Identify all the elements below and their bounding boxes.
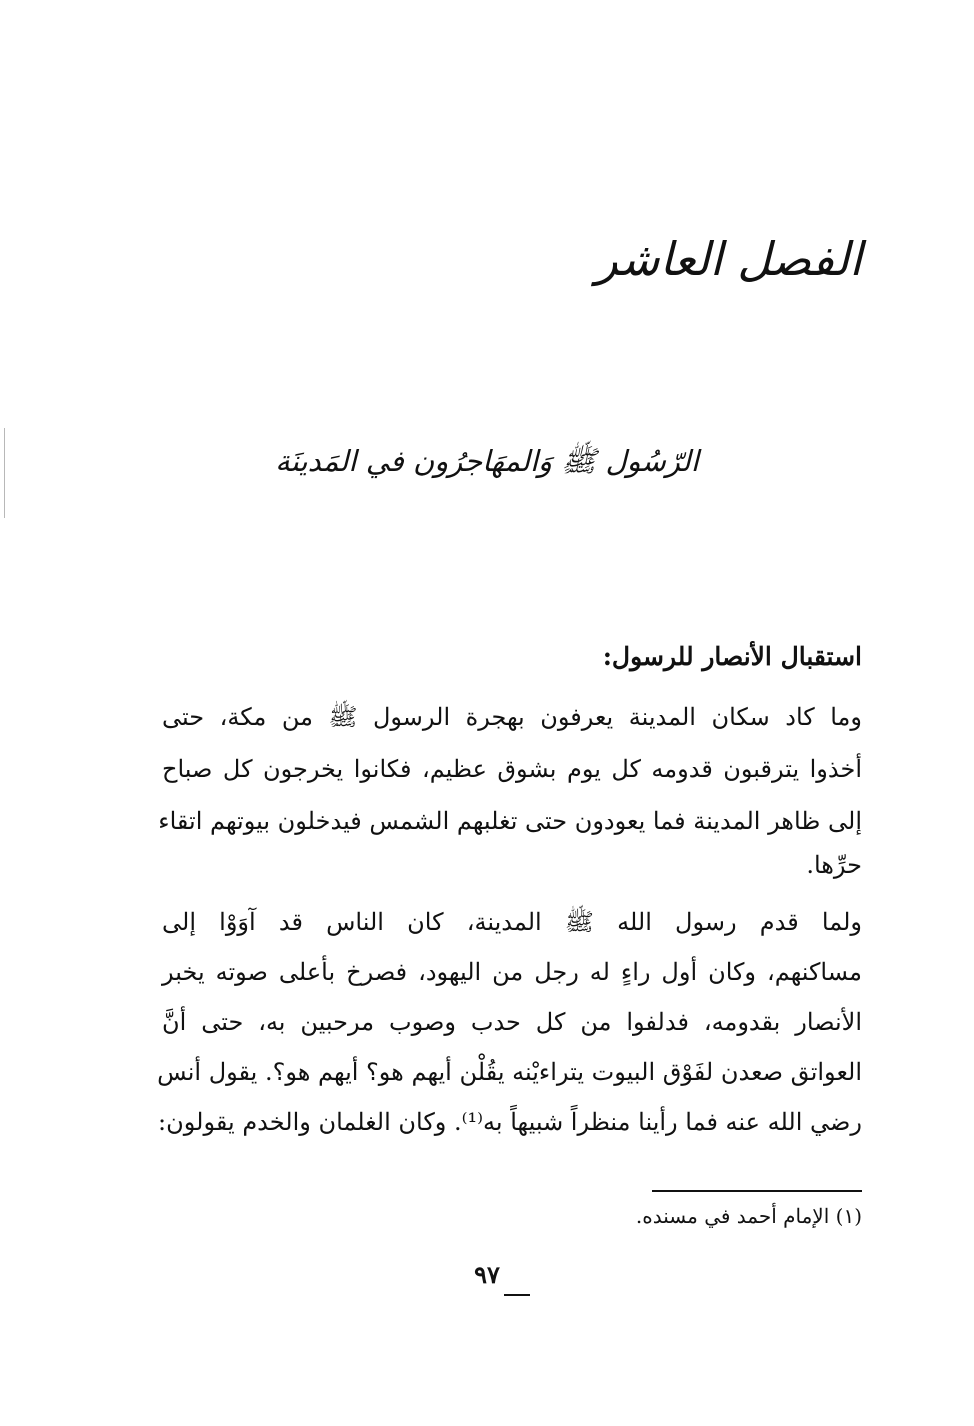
footnote-separator bbox=[652, 1190, 862, 1192]
paragraph-1-line: أخذوا يترقبون قدومه كل يوم بشوق عظيم، فكانوا يخرجون كل صباح bbox=[162, 755, 862, 783]
paragraph-2-line: العواتق صعدن لفَوْق البيوت يتراءيْنه يقُلْن أيهم هو؟ أيهم هو؟. يقول أنس bbox=[157, 1058, 862, 1086]
section-title: الرّسُول ﷺ وَالمهَاجرُون في المَدينَة bbox=[275, 444, 699, 478]
subheading: استقبال الأنصار للرسول: bbox=[602, 642, 862, 671]
paragraph-1-line: إلى ظاهر المدينة فما يعودون حتى تغلبهم الشمس فيدخلون بيوتهم اتقاء bbox=[158, 807, 862, 835]
paragraph-2-line: رضي الله عنه فما رأينا منظراً شبيهاً به⁽¹⁾. وكان الغلمان والخدم يقولون: bbox=[158, 1108, 862, 1136]
paragraph-1-line: وما كاد سكان المدينة يعرفون بهجرة الرسول ﷺ من مكة، حتى bbox=[162, 703, 862, 731]
chapter-title: الفصل العاشر bbox=[595, 232, 862, 286]
page-number: ٩٧ bbox=[474, 1260, 500, 1289]
paragraph-1-line: حرِّها. bbox=[806, 851, 862, 879]
paragraph-2-line: ولما قدم رسول الله ﷺ المدينة، كان الناس قد آوَوْا إلى bbox=[162, 908, 862, 936]
paragraph-2-line: الأنصار بقدومه، فدلفوا من كل حدب وصوب مرحبين به، حتى أنَّ bbox=[162, 1008, 862, 1036]
footnote: (١) الإمام أحمد في مسنده. bbox=[635, 1204, 862, 1228]
paragraph-2-line: مساكنهم، وكان أول راءٍ له رجل من اليهود، فصرخ بأعلى صوته يخبر bbox=[162, 958, 862, 986]
page-number-underline bbox=[504, 1294, 530, 1296]
